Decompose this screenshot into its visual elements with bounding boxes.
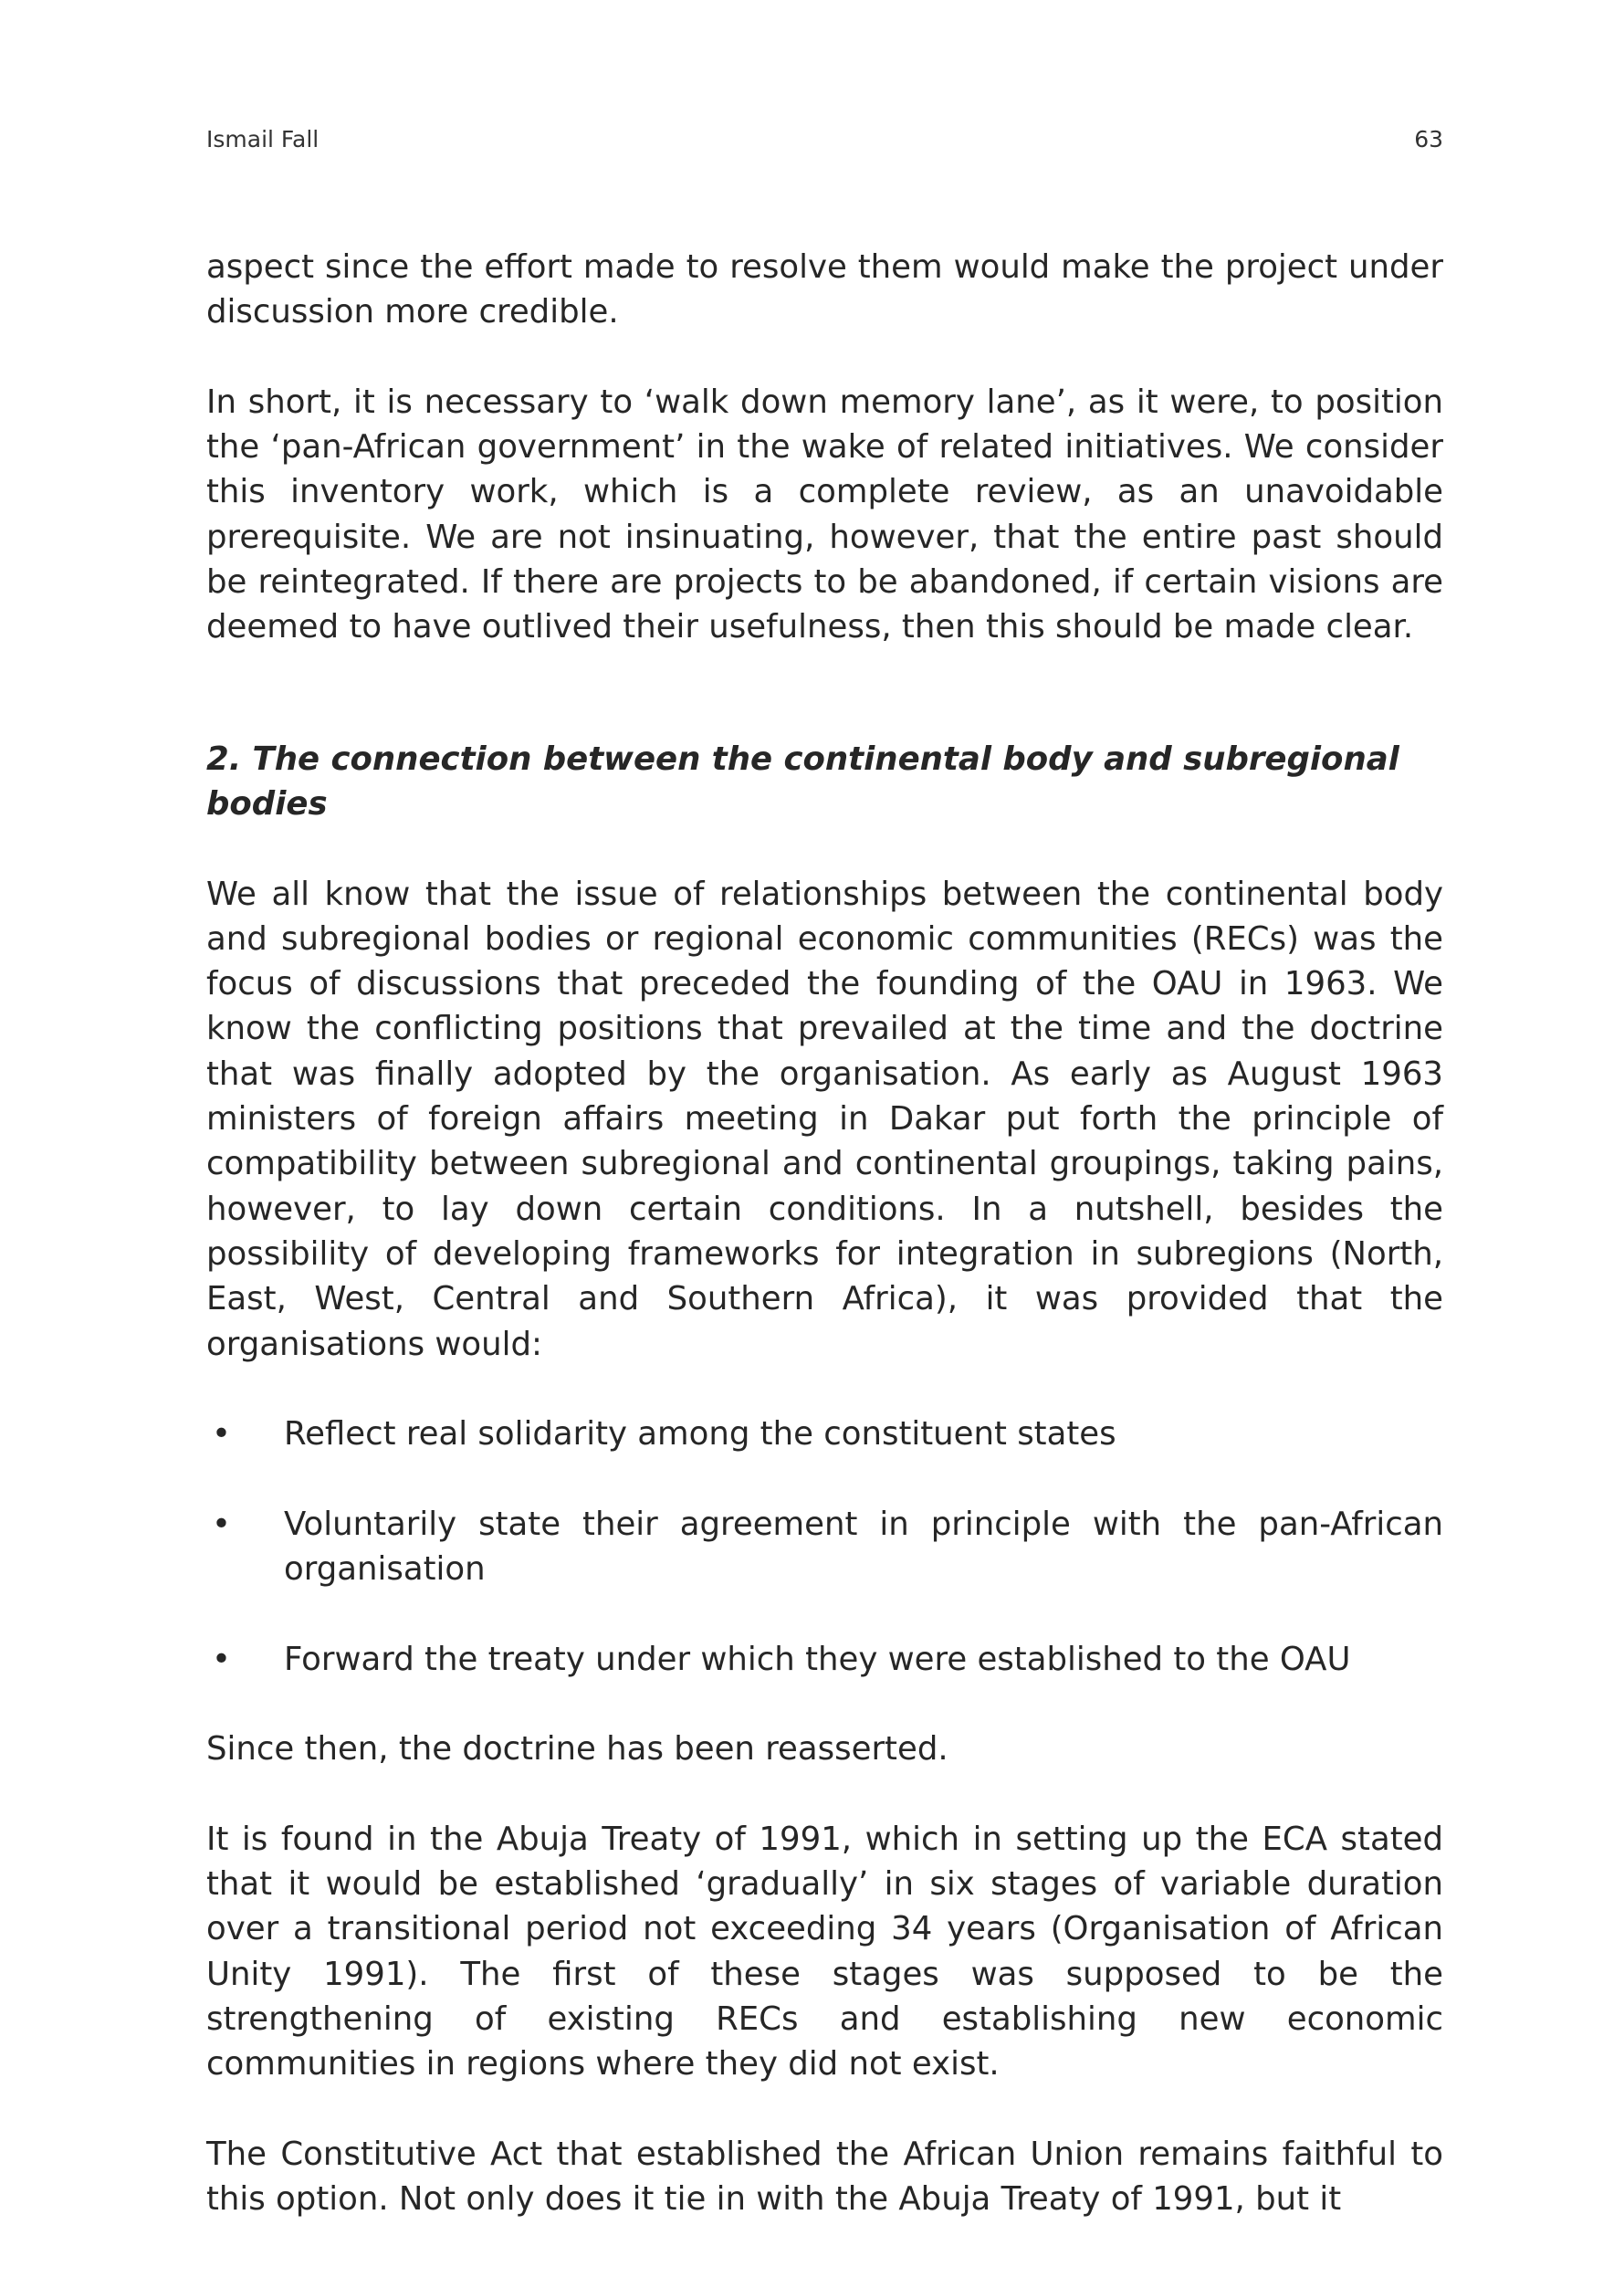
bullet-glyph: • bbox=[212, 1505, 231, 1543]
bullet-glyph: • bbox=[212, 1415, 231, 1454]
list-item bbox=[206, 1637, 1443, 1682]
running-header-author: Ismail Fall bbox=[206, 126, 320, 152]
page-number: 63 bbox=[1414, 126, 1443, 152]
list-item-text: Forward the treaty under which they were established to the OAU bbox=[284, 1640, 1351, 1678]
paragraph-4: Since then, the doctrine has been reasserted. bbox=[206, 1730, 948, 1768]
section-heading: 2. The connection between the continental body and subregional bodies bbox=[206, 740, 1399, 823]
paragraph-5: It is found in the Abuja Treaty of 1991, which in setting up the ECA stated that it would be established ‘gradually’ in six stages of variable duration over a transitional period not exceeding 34 years (Organisation of African Unity 1991). The first of these stages was supposed to be the strengthening of existing RECs and establishing new economic communities in regions where they did not exist. bbox=[206, 1820, 1443, 2083]
bullet-glyph: • bbox=[212, 1640, 231, 1678]
list-item-text: Reflect real solidarity among the constituent states bbox=[284, 1415, 1116, 1454]
list-item bbox=[206, 1502, 1443, 1592]
list-item-text: Voluntarily state their agreement in principle with the pan-African organisation bbox=[284, 1505, 1443, 1589]
body-text bbox=[206, 245, 1443, 2267]
bullet-list bbox=[206, 1412, 1443, 1682]
paragraph-1: aspect since the effort made to resolve them would make the project under discussion more credible. bbox=[206, 248, 1443, 331]
paragraph-2: In short, it is necessary to ‘walk down memory lane’, as it were, to position the ‘pan-African government’ in the wake of related initiatives. We consider this inventory work, which is a complete review, as an unavoidable prerequisite. We are not insinuating, however, that the entire past should be reintegrated. If there are projects to be abandoned, if certain visions are deemed to have outlived their usefulness, then this should be made clear. bbox=[206, 383, 1443, 646]
paragraph-6: The Constitutive Act that established the African Union remains faithful to this option. Not only does it tie in with the Abuja Treaty of 1991, but it bbox=[206, 2135, 1443, 2219]
list-item bbox=[206, 1412, 1443, 1456]
paragraph-3: We all know that the issue of relationships between the continental body and subregional bodies or regional economic communities (RECs) was the focus of discussions that preceded the founding of the OAU in 1963. We know the conflicting positions that prevailed at the time and the doctrine that was finally adopted by the organisation. As early as August 1963 ministers of foreign affairs meeting in Dakar put forth the principle of compatibility between subregional and continental groupings, taking pains, however, to lay down certain conditions. In a nutshell, besides the possibility of developing frameworks for integration in subregions (North, East, West, Central and Southern Africa), it was provided that the organisations would: bbox=[206, 875, 1443, 1363]
